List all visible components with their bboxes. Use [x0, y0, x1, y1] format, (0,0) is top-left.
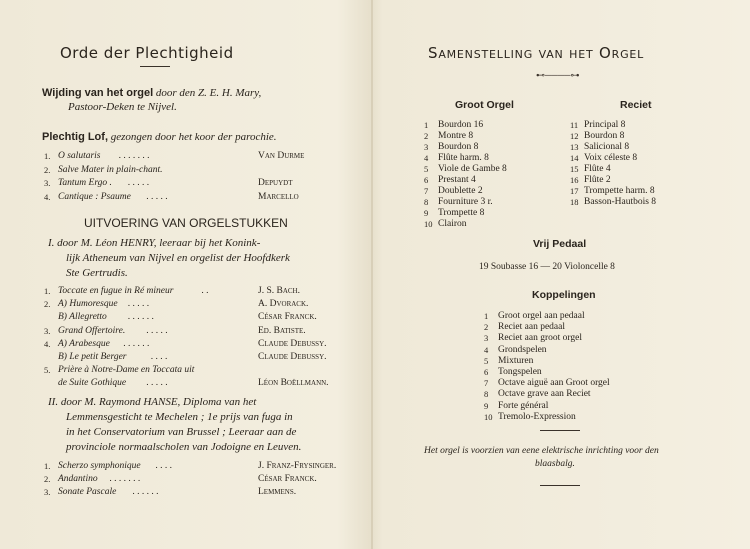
groot-stop-number: 6	[424, 175, 429, 185]
reciet-stop-number: 11	[570, 120, 579, 130]
groot-stop-name: Flûte harm. 8	[438, 153, 489, 163]
groot-stop-number: 3	[424, 142, 429, 152]
koppelingen-heading: Koppelingen	[532, 289, 596, 301]
part1-line: I. door M. Léon HENRY, leeraar bij het Konink-	[48, 237, 261, 249]
groot-stop-name: Fourniture 3 r.	[438, 197, 493, 207]
part1-item-composer: Ed. Batiste.	[258, 325, 306, 336]
part2-item-title: Andantino	[58, 474, 98, 485]
lof-item-leader: . . . . . . .	[118, 151, 150, 161]
koppeling-number: 8	[484, 389, 489, 400]
groot-stop-name: Trompette 8	[438, 208, 485, 218]
part1-item-composer: Léon Boëllmann.	[258, 378, 329, 389]
page-fold	[371, 0, 373, 549]
groot-stop-number: 8	[424, 197, 429, 207]
part2-item-composer: Lemmens.	[258, 487, 297, 498]
reciet-stop-name: Bourdon 8	[584, 131, 625, 141]
groot-stop-name: Clairon	[438, 219, 467, 229]
koppeling-number: 3	[484, 333, 489, 344]
wijding-line-1	[42, 86, 261, 101]
groot-stop-number: 2	[424, 131, 429, 141]
koppeling-name: Grondspelen	[498, 344, 547, 355]
groot-stop-number: 7	[424, 186, 429, 196]
koppeling-name: Groot orgel aan pedaal	[498, 311, 585, 321]
part1-item-leader: . .	[201, 286, 209, 296]
groot-stop-name: Montre 8	[438, 131, 474, 141]
part1-item-title: Prière à Notre-Dame en Toccata uit	[58, 365, 195, 376]
reciet-stop-number: 12	[570, 131, 579, 141]
groot-stop-name: Viole de Gambe 8	[438, 164, 507, 174]
koppeling-name: Forte général	[498, 400, 549, 411]
part1-item-title: A) Humoresque	[58, 299, 118, 310]
reciet-stop-name: Salicional 8	[584, 142, 630, 152]
part2-item-leader: . . . . . . .	[109, 474, 141, 485]
koppeling-number: 2	[484, 322, 489, 333]
part2-line: II. door M. Raymond HANSE, Diploma van het	[48, 396, 257, 408]
koppeling-number: 4	[484, 344, 489, 355]
part1-item-leader: . . . . .	[127, 299, 150, 310]
part2-line: provinciole normaalscholen van Jodoigne en Leuven.	[66, 441, 302, 453]
groot-stop-name: Prestant 4	[438, 175, 476, 185]
reciet-stop-number: 16	[570, 175, 579, 185]
lof-item-title: Cantique : Psaume	[58, 191, 131, 202]
separator-bottom	[540, 485, 580, 486]
part2-item-title: Scherzo symphonique	[58, 461, 141, 471]
koppeling-name: Tremolo-Expression	[498, 411, 576, 422]
reciet-stop-name: Flûte 2	[584, 175, 611, 185]
part2-item-composer: J. Franz-Frysinger.	[258, 461, 337, 471]
lof-item-composer: Marcello	[258, 191, 299, 202]
reciet-stop-name: Flûte 4	[584, 164, 611, 174]
wijding-rest: door den Z. E. H. Mary,	[153, 87, 262, 99]
part1-line: lijk Atheneum van Nijvel en orgelist der Hoofdkerk	[66, 252, 290, 264]
ornament-icon: ⊷────⊶	[536, 70, 580, 80]
part1-item-leader: . . . . .	[146, 378, 168, 389]
part2-item-number: 3.	[44, 487, 51, 498]
groot-stop-number: 4	[424, 153, 429, 163]
lof-item-number: 3.	[44, 178, 51, 188]
part1-item-title: A) Arabesque	[58, 338, 110, 349]
koppeling-number: 1	[484, 311, 489, 321]
reciet-stop-number: 14	[570, 153, 579, 163]
koppeling-name: Mixturen	[498, 355, 534, 366]
part2-item-number: 1.	[44, 461, 51, 471]
part1-item-number: 5.	[44, 365, 51, 376]
part2-line: Lemmensgesticht te Mechelen ; 1e prijs van fuga in	[66, 411, 293, 423]
groot-stop-name: Bourdon 16	[438, 120, 484, 130]
koppeling-number: 5	[484, 355, 489, 366]
vrij-pedaal-line: 19 Soubasse 16 — 20 Violoncelle 8	[479, 262, 615, 272]
part1-item-leader: . . . . .	[146, 325, 168, 336]
part1-item-leader: . . . . . .	[127, 312, 154, 323]
left-title: Orde der Plechtigheid	[60, 44, 234, 62]
title-rule	[140, 66, 170, 67]
part1-item-number: 4.	[44, 338, 51, 349]
koppeling-name: Reciet aan groot orgel	[498, 333, 582, 344]
reciet-stop-name: Voix céleste 8	[584, 153, 638, 163]
groot-stop-number: 9	[424, 208, 429, 218]
koppeling-name: Tongspelen	[498, 367, 542, 377]
reciet-stop-number: 17	[570, 186, 579, 196]
part1-item-composer: J. S. Bach.	[258, 286, 300, 296]
reciet-stop-number: 18	[570, 197, 579, 207]
lof-item-number: 4.	[44, 191, 51, 202]
part1-item-number: 3.	[44, 325, 51, 336]
lof-item-title: O salutaris	[58, 151, 101, 161]
reciet-stop-name: Principal 8	[584, 120, 626, 130]
lof-item-leader: . . . . .	[146, 191, 168, 202]
uitvoering-heading: UITVOERING VAN ORGELSTUKKEN	[84, 216, 288, 230]
part1-item-composer: César Franck.	[258, 312, 317, 323]
part1-line: Ste Gertrudis.	[66, 267, 128, 279]
part2-item-number: 2.	[44, 474, 51, 485]
part1-item-number: 1.	[44, 286, 51, 296]
part2-item-leader: . . . .	[155, 461, 173, 471]
wijding-line-2: Pastoor-Deken te Nijvel.	[68, 101, 177, 113]
part1-item-number: 2.	[44, 299, 51, 310]
part1-item-title: B) Allegretto	[58, 312, 107, 323]
lof-item-number: 2.	[44, 164, 51, 175]
part1-item-leader: . . . . . .	[123, 338, 150, 349]
koppeling-number: 9	[484, 400, 489, 411]
note-line-2: blaasbalg.	[535, 459, 575, 469]
part1-item-title: B) Le petit Berger	[58, 352, 127, 362]
groot-stop-number: 5	[424, 164, 429, 174]
part1-item-composer: A. Dvorack.	[258, 299, 309, 310]
groot-stop-name: Bourdon 8	[438, 142, 479, 152]
koppeling-name: Octave grave aan Reciet	[498, 389, 591, 400]
koppeling-name: Octave aiguë aan Groot orgel	[498, 378, 610, 389]
part2-item-composer: César Franck.	[258, 474, 317, 485]
koppeling-number: 6	[484, 367, 489, 377]
separator-top	[540, 430, 580, 431]
part1-item-title: Grand Offertoire.	[58, 325, 126, 336]
wijding-label: Wijding van het orgel	[42, 87, 154, 99]
part1-item-composer: Claude Debussy.	[258, 338, 327, 349]
reciet-stop-number: 15	[570, 164, 579, 174]
koppeling-number: 10	[484, 411, 493, 422]
groot-orgel-heading: Groot Orgel	[455, 99, 514, 111]
lof-line	[42, 130, 277, 145]
lof-item-composer: Van Durme	[258, 151, 305, 161]
lof-rest: gezongen door het koor der parochie.	[108, 131, 277, 143]
vrij-pedaal-heading: Vrij Pedaal	[533, 238, 587, 250]
reciet-stop-number: 13	[570, 142, 579, 152]
groot-stop-number: 1	[424, 120, 429, 130]
lof-label: Plechtig Lof,	[42, 131, 108, 143]
part2-item-leader: . . . . . .	[132, 487, 159, 498]
part1-item-leader: . . . .	[150, 352, 168, 362]
part1-item-title: de Suite Gothique	[58, 378, 127, 389]
koppeling-number: 7	[484, 378, 489, 389]
reciet-heading: Reciet	[620, 99, 652, 111]
groot-stop-number: 10	[424, 219, 433, 229]
part1-item-title: Toccate en fugue in Ré mineur	[58, 286, 174, 296]
lof-item-composer: Depuydt	[258, 178, 293, 188]
lof-item-title: Salve Mater in plain-chant.	[58, 164, 163, 175]
part1-item-composer: Claude Debussy.	[258, 352, 327, 362]
note-line-1: Het orgel is voorzien van eene elektrische inrichting voor den	[424, 446, 659, 456]
part2-line: in het Conservatorium van Brussel ; Leeraar aan de	[66, 426, 297, 438]
reciet-stop-name: Trompette harm. 8	[584, 186, 655, 196]
right-title: Samenstelling van het Orgel	[428, 44, 645, 62]
groot-stop-name: Doublette 2	[438, 186, 483, 196]
part2-item-title: Sonate Pascale	[58, 487, 117, 498]
lof-item-number: 1.	[44, 151, 51, 161]
koppeling-name: Reciet aan pedaal	[498, 322, 565, 333]
lof-item-leader: . . . . .	[127, 178, 150, 188]
reciet-stop-name: Basson-Hautbois 8	[584, 197, 657, 207]
lof-item-title: Tantum Ergo .	[58, 178, 112, 188]
